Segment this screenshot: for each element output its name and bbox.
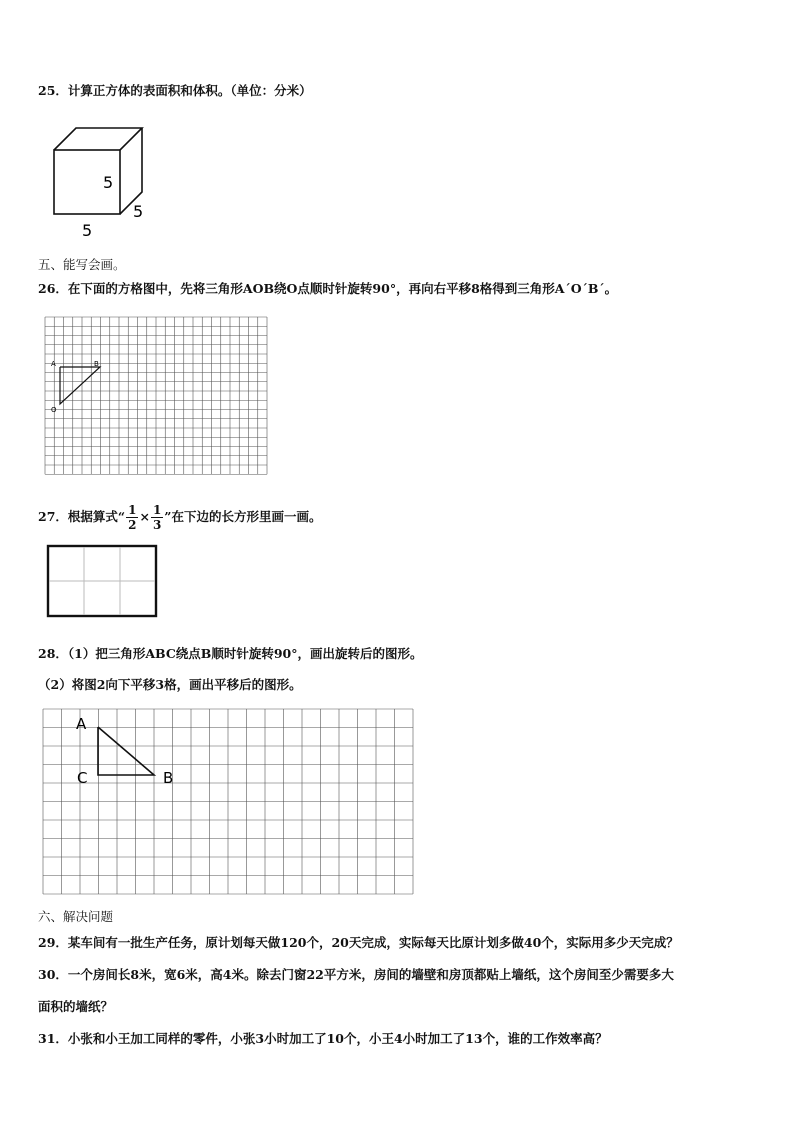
frac2-denominator: 3	[152, 518, 162, 532]
q27-suffix: ”在下边的长方形里画一画。	[164, 509, 322, 524]
grid-q28	[42, 708, 416, 898]
label-b-q28: B	[163, 769, 174, 787]
question-29-text: 29．某车间有一批生产任务，原计划每天做120个，20天完成，实际每天比原计划多做40个，实际用多少天完成？	[38, 935, 679, 950]
q27-prefix: 27．根据算式“	[38, 509, 126, 524]
cube-figure	[48, 124, 158, 240]
label-c-q28: C	[77, 769, 88, 787]
times-sign: ×	[139, 509, 150, 524]
fraction-one-half	[126, 503, 138, 532]
label-o-q26: O	[51, 406, 57, 414]
section-6-title: 六、解决问题	[38, 909, 114, 924]
cube-edge-bottom-label: 5	[82, 221, 93, 240]
question-30-text-line1: 30．一个房间长8米，宽6米，高4米。除去门窗22平方米，房间的墙壁和房顶都贴上墙纸，这个房间至少需要多大	[38, 967, 674, 982]
grid-q26	[44, 316, 270, 476]
rectangle-q27	[46, 544, 160, 620]
question-25-text: 25．计算正方体的表面积和体积。（单位：分米）	[38, 83, 312, 98]
label-b-q26: B	[94, 360, 99, 368]
question-31-text: 31．小张和小王加工同样的零件，小张3小时加工了10个，小王4小时加工了13个，谁的工作效率高？	[38, 1031, 608, 1046]
section-5-title: 五、能写会画。	[38, 257, 126, 272]
fraction-one-third	[151, 503, 163, 532]
question-28-part1: 28．（1）把三角形ABC绕点B顺时针旋转90°，画出旋转后的图形。	[38, 646, 423, 661]
frac1-numerator: 1	[128, 503, 137, 517]
label-a-q26: A	[51, 360, 56, 368]
label-a-q28: A	[76, 715, 87, 733]
question-26-text: 26．在下面的方格图中，先将三角形AOB绕O点顺时针旋转90°，再向右平移8格得到三角形A´O´B´。	[38, 281, 618, 296]
frac1-denominator: 2	[128, 518, 137, 532]
triangle-abc	[98, 727, 154, 775]
question-27-text	[38, 500, 322, 534]
question-28-part2: （2）将图2向下平移3格，画出平移后的图形。	[38, 677, 302, 692]
cube-edge-front-label: 5	[103, 173, 114, 192]
frac2-numerator: 1	[152, 503, 162, 517]
question-30-text-line2: 面积的墙纸？	[38, 999, 114, 1014]
cube-edge-depth-label: 5	[133, 202, 144, 221]
